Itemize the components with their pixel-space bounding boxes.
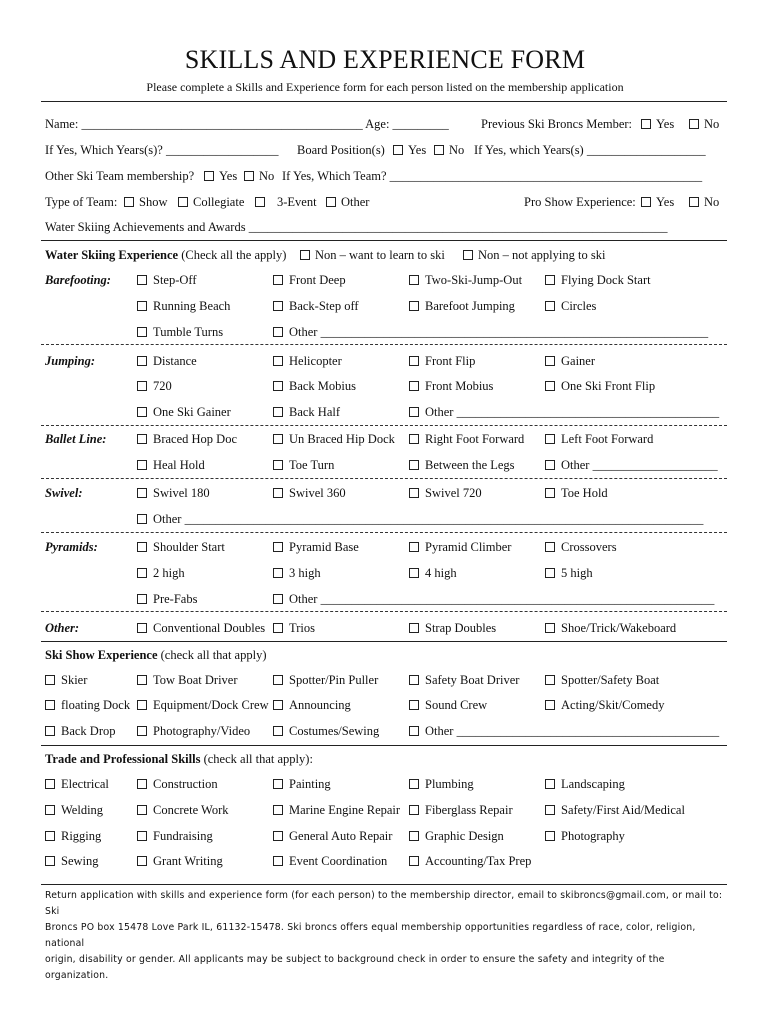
option-barefoot-other[interactable]: Other ______________________________________________________________ xyxy=(273,325,708,340)
option-shoulder-start[interactable]: Shoulder Start xyxy=(137,540,225,555)
option-skier[interactable]: Skier xyxy=(45,673,87,688)
checkbox-icon[interactable] xyxy=(409,542,419,552)
option-distance[interactable]: Distance xyxy=(137,354,197,369)
checkbox-icon[interactable] xyxy=(137,381,147,391)
checkbox-icon[interactable] xyxy=(545,805,555,815)
pro-show-label: Pro Show Experience: xyxy=(524,195,636,209)
checkbox-icon[interactable] xyxy=(545,779,555,789)
option-event-coordination[interactable]: Event Coordination xyxy=(273,854,387,869)
team-show[interactable]: Show xyxy=(124,195,167,210)
prev-member-label: Previous Ski Broncs Member: xyxy=(481,117,633,131)
checkbox-icon[interactable] xyxy=(137,407,147,417)
option-circles[interactable]: Circles xyxy=(545,299,596,314)
option-4-high[interactable]: 4 high xyxy=(409,566,457,581)
prev-member-no[interactable]: No xyxy=(689,117,719,132)
checkbox-icon[interactable] xyxy=(45,700,55,710)
checkbox-icon[interactable] xyxy=(137,805,147,815)
board-label: Board Position(s) xyxy=(297,143,385,157)
checkbox-icon[interactable] xyxy=(641,119,651,129)
dashed-divider xyxy=(41,478,727,479)
option-back-mobius[interactable]: Back Mobius xyxy=(273,379,356,394)
team-3event[interactable]: 3-Event xyxy=(255,195,317,210)
option-sound-crew[interactable]: Sound Crew xyxy=(409,698,487,713)
checkbox-icon[interactable] xyxy=(204,171,214,181)
which-team-line[interactable]: If Yes, Which Team? __________________________________________________ xyxy=(282,169,703,183)
checkbox-icon[interactable] xyxy=(545,434,555,444)
checkbox-icon[interactable] xyxy=(545,301,555,311)
option-rigging[interactable]: Rigging xyxy=(45,829,101,844)
divider xyxy=(41,641,727,642)
option-fiberglass-repair[interactable]: Fiberglass Repair xyxy=(409,803,513,818)
option-swivel-other[interactable]: Other ___________________________________________________________________________________ xyxy=(137,512,703,527)
checkbox-icon[interactable] xyxy=(545,623,555,633)
board-years-line[interactable]: If Yes, which Years(s) ___________________ xyxy=(474,143,706,157)
option-painting[interactable]: Painting xyxy=(273,777,331,792)
other-team-no[interactable]: No xyxy=(244,169,274,184)
option-pyramid-climber[interactable]: Pyramid Climber xyxy=(409,540,511,555)
option-acting-skit-comedy[interactable]: Acting/Skit/Comedy xyxy=(545,698,664,713)
option-safety-first-aid[interactable]: Safety/First Aid/Medical xyxy=(545,803,685,818)
option-720[interactable]: 720 xyxy=(137,379,172,394)
option-ballet-other[interactable]: Other ____________________ xyxy=(545,458,718,473)
other-team-yes[interactable]: Yes xyxy=(204,169,237,184)
checkbox-icon[interactable] xyxy=(137,700,147,710)
option-toe-hold[interactable]: Toe Hold xyxy=(545,486,608,501)
option-front-mobius[interactable]: Front Mobius xyxy=(409,379,493,394)
dashed-divider xyxy=(41,344,727,345)
option-construction[interactable]: Construction xyxy=(137,777,218,792)
dashed-divider xyxy=(41,425,727,426)
checkbox-icon[interactable] xyxy=(641,197,651,207)
checkbox-icon[interactable] xyxy=(409,434,419,444)
checkbox-icon[interactable] xyxy=(45,856,55,866)
option-jumping-other[interactable]: Other __________________________________________ xyxy=(409,405,719,420)
checkbox-icon[interactable] xyxy=(137,327,147,337)
checkbox-icon[interactable] xyxy=(45,726,55,736)
checkbox-icon[interactable] xyxy=(545,488,555,498)
checkbox-icon[interactable] xyxy=(545,356,555,366)
option-flying-dock-start[interactable]: Flying Dock Start xyxy=(545,273,651,288)
checkbox-icon[interactable] xyxy=(45,831,55,841)
water-skiing-heading: Water Skiing Experience (Check all the apply) xyxy=(45,248,287,262)
option-swivel-720[interactable]: Swivel 720 xyxy=(409,486,482,501)
option-gainer[interactable]: Gainer xyxy=(545,354,595,369)
checkbox-icon[interactable] xyxy=(137,434,147,444)
checkbox-icon[interactable] xyxy=(45,805,55,815)
option-plumbing[interactable]: Plumbing xyxy=(409,777,474,792)
checkbox-icon[interactable] xyxy=(137,675,147,685)
checkbox-icon[interactable] xyxy=(137,856,147,866)
checkbox-icon[interactable] xyxy=(463,250,473,260)
option-unbraced-hip-dock[interactable]: Un Braced Hip Dock xyxy=(273,432,395,447)
checkbox-icon[interactable] xyxy=(434,145,444,155)
checkbox-icon[interactable] xyxy=(273,805,283,815)
checkbox-icon[interactable] xyxy=(409,805,419,815)
option-trios[interactable]: Trios xyxy=(273,621,315,636)
checkbox-icon[interactable] xyxy=(137,275,147,285)
option-braced-hop-doc[interactable]: Braced Hop Doc xyxy=(137,432,237,447)
option-welding[interactable]: Welding xyxy=(45,803,103,818)
checkbox-icon[interactable] xyxy=(124,197,134,207)
option-costumes-sewing[interactable]: Costumes/Sewing xyxy=(273,724,379,739)
footer-line: Return application with skills and experience form (for each person) to the membership director, email to skibroncs@gmail.com, or mail to: Ski xyxy=(45,890,723,917)
checkbox-icon[interactable] xyxy=(409,460,419,470)
form-title: SKILLS AND EXPERIENCE FORM xyxy=(184,45,586,74)
option-toe-turn[interactable]: Toe Turn xyxy=(273,458,334,473)
checkbox-icon[interactable] xyxy=(273,831,283,841)
checkbox-icon[interactable] xyxy=(273,675,283,685)
option-pyramids-other[interactable]: Other _______________________________________________________________ xyxy=(273,592,714,607)
checkbox-icon[interactable] xyxy=(545,381,555,391)
checkbox-icon[interactable] xyxy=(545,675,555,685)
checkbox-icon[interactable] xyxy=(300,250,310,260)
checkbox-icon[interactable] xyxy=(545,542,555,552)
option-pre-fabs[interactable]: Pre-Fabs xyxy=(137,592,197,607)
option-landscaping[interactable]: Landscaping xyxy=(545,777,625,792)
checkbox-icon[interactable] xyxy=(137,726,147,736)
option-grant-writing[interactable]: Grant Writing xyxy=(137,854,223,869)
checkbox-icon[interactable] xyxy=(545,700,555,710)
board-no[interactable]: No xyxy=(434,143,464,158)
option-announcing[interactable]: Announcing xyxy=(273,698,351,713)
checkbox-icon[interactable] xyxy=(255,197,265,207)
checkbox-icon[interactable] xyxy=(45,779,55,789)
checkbox-icon[interactable] xyxy=(273,856,283,866)
non-not-applying-option[interactable]: Non – not applying to ski xyxy=(463,248,605,263)
option-running-beach[interactable]: Running Beach xyxy=(137,299,230,314)
checkbox-icon[interactable] xyxy=(137,831,147,841)
option-floating-dock[interactable]: floating Dock xyxy=(45,698,130,713)
category-swivel: Swivel: xyxy=(45,486,83,500)
option-graphic-design[interactable]: Graphic Design xyxy=(409,829,504,844)
checkbox-icon[interactable] xyxy=(45,675,55,685)
achievements-line[interactable]: Water Skiing Achievements and Awards ___________________________________________________________________ xyxy=(45,220,668,234)
checkbox-icon[interactable] xyxy=(273,381,283,391)
checkbox-icon[interactable] xyxy=(273,460,283,470)
checkbox-icon[interactable] xyxy=(273,275,283,285)
checkbox-icon[interactable] xyxy=(409,831,419,841)
option-swivel-180[interactable]: Swivel 180 xyxy=(137,486,210,501)
option-2-high[interactable]: 2 high xyxy=(137,566,185,581)
checkbox-icon[interactable] xyxy=(409,700,419,710)
checkbox-icon[interactable] xyxy=(137,594,147,604)
checkbox-icon[interactable] xyxy=(409,381,419,391)
checkbox-icon[interactable] xyxy=(137,542,147,552)
category-ballet-line: Ballet Line: xyxy=(45,432,107,446)
checkbox-icon[interactable] xyxy=(326,197,336,207)
option-photography-video[interactable]: Photography/Video xyxy=(137,724,250,739)
option-safety-boat-driver[interactable]: Safety Boat Driver xyxy=(409,673,519,688)
checkbox-icon[interactable] xyxy=(409,675,419,685)
checkbox-icon[interactable] xyxy=(689,197,699,207)
dashed-divider xyxy=(41,611,727,612)
checkbox-icon[interactable] xyxy=(689,119,699,129)
option-front-flip[interactable]: Front Flip xyxy=(409,354,475,369)
checkbox-icon[interactable] xyxy=(273,301,283,311)
type-team-label: Type of Team: xyxy=(45,195,118,209)
footer-note xyxy=(45,888,725,984)
option-helicopter[interactable]: Helicopter xyxy=(273,354,342,369)
board-yes[interactable]: Yes xyxy=(393,143,426,158)
option-spotter-pin-puller[interactable]: Spotter/Pin Puller xyxy=(273,673,378,688)
checkbox-icon[interactable] xyxy=(393,145,403,155)
checkbox-icon[interactable] xyxy=(137,301,147,311)
option-crossovers[interactable]: Crossovers xyxy=(545,540,617,555)
checkbox-icon[interactable] xyxy=(545,568,555,578)
option-accounting-tax-prep[interactable]: Accounting/Tax Prep xyxy=(409,854,531,869)
option-5-high[interactable]: 5 high xyxy=(545,566,593,581)
other-team-label: Other Ski Team membership? xyxy=(45,169,195,183)
checkbox-icon[interactable] xyxy=(244,171,254,181)
option-general-auto-repair[interactable]: General Auto Repair xyxy=(273,829,392,844)
option-strap-doubles[interactable]: Strap Doubles xyxy=(409,621,496,636)
form-subtitle: Please complete a Skills and Experience form for each person listed on the membership application xyxy=(146,80,624,94)
checkbox-icon[interactable] xyxy=(273,327,283,337)
option-right-foot-forward[interactable]: Right Foot Forward xyxy=(409,432,524,447)
checkbox-icon[interactable] xyxy=(409,407,419,417)
which-years-line[interactable]: If Yes, Which Years(s)? __________________ xyxy=(45,143,279,157)
team-collegiate[interactable]: Collegiate xyxy=(178,195,244,210)
checkbox-icon[interactable] xyxy=(178,197,188,207)
option-swivel-360[interactable]: Swivel 360 xyxy=(273,486,346,501)
option-step-off[interactable]: Step-Off xyxy=(137,273,197,288)
option-two-ski-jump-out[interactable]: Two-Ski-Jump-Out xyxy=(409,273,522,288)
option-3-high[interactable]: 3 high xyxy=(273,566,321,581)
option-show-other[interactable]: Other __________________________________________ xyxy=(409,724,719,739)
option-barefoot-jumping[interactable]: Barefoot Jumping xyxy=(409,299,515,314)
checkbox-icon[interactable] xyxy=(273,542,283,552)
checkbox-icon[interactable] xyxy=(409,623,419,633)
checkbox-icon[interactable] xyxy=(545,275,555,285)
option-one-ski-front-flip[interactable]: One Ski Front Flip xyxy=(545,379,655,394)
option-photography[interactable]: Photography xyxy=(545,829,625,844)
checkbox-icon[interactable] xyxy=(409,726,419,736)
checkbox-icon[interactable] xyxy=(273,623,283,633)
checkbox-icon[interactable] xyxy=(273,726,283,736)
checkbox-icon[interactable] xyxy=(137,488,147,498)
checkbox-icon[interactable] xyxy=(273,356,283,366)
checkbox-icon[interactable] xyxy=(137,356,147,366)
checkbox-icon[interactable] xyxy=(137,779,147,789)
checkbox-icon[interactable] xyxy=(409,568,419,578)
divider xyxy=(41,240,727,241)
footer-line: Broncs PO box 15478 Love Park IL, 61132-15478. Ski broncs offers equal membership opportunities regardless of race, color, religion, national xyxy=(45,922,696,949)
checkbox-icon[interactable] xyxy=(273,594,283,604)
option-equipment-dock-crew[interactable]: Equipment/Dock Crew xyxy=(137,698,269,713)
category-pyramids: Pyramids: xyxy=(45,540,98,554)
non-learn-option[interactable]: Non – want to learn to ski xyxy=(300,248,445,263)
checkbox-icon[interactable] xyxy=(137,460,147,470)
option-sewing[interactable]: Sewing xyxy=(45,854,99,869)
checkbox-icon[interactable] xyxy=(409,856,419,866)
category-barefooting: Barefooting: xyxy=(45,273,111,287)
checkbox-icon[interactable] xyxy=(409,301,419,311)
footer-divider xyxy=(41,884,727,885)
trade-heading: Trade and Professional Skills (check all that apply): xyxy=(45,752,313,766)
checkbox-icon[interactable] xyxy=(137,568,147,578)
option-fundraising[interactable]: Fundraising xyxy=(137,829,213,844)
checkbox-icon[interactable] xyxy=(137,514,147,524)
option-marine-engine-repair[interactable]: Marine Engine Repair xyxy=(273,803,400,818)
checkbox-icon[interactable] xyxy=(409,488,419,498)
dashed-divider xyxy=(41,532,727,533)
checkbox-icon[interactable] xyxy=(273,434,283,444)
top-divider xyxy=(41,101,727,102)
option-back-step-off[interactable]: Back-Step off xyxy=(273,299,359,314)
pro-show-yes[interactable]: Yes xyxy=(641,195,674,210)
option-back-half[interactable]: Back Half xyxy=(273,405,340,420)
option-one-ski-gainer[interactable]: One Ski Gainer xyxy=(137,405,231,420)
checkbox-icon[interactable] xyxy=(409,275,419,285)
category-other: Other: xyxy=(45,621,80,635)
option-pyramid-base[interactable]: Pyramid Base xyxy=(273,540,359,555)
checkbox-icon[interactable] xyxy=(273,700,283,710)
option-back-drop[interactable]: Back Drop xyxy=(45,724,116,739)
divider xyxy=(41,745,727,746)
footer-line: origin, disability or gender. All applicants may be subject to background check in order to ensure the safety and integrity of the organization. xyxy=(45,954,665,981)
checkbox-icon[interactable] xyxy=(273,779,283,789)
ski-show-heading: Ski Show Experience (check all that apply) xyxy=(45,648,267,662)
checkbox-icon[interactable] xyxy=(545,460,555,470)
checkbox-icon[interactable] xyxy=(273,488,283,498)
team-other[interactable]: Other xyxy=(326,195,369,210)
prev-member-yes[interactable]: Yes xyxy=(641,117,674,132)
option-tow-boat-driver[interactable]: Tow Boat Driver xyxy=(137,673,238,688)
checkbox-icon[interactable] xyxy=(273,407,283,417)
category-jumping: Jumping: xyxy=(45,354,96,368)
option-electrical[interactable]: Electrical xyxy=(45,777,109,792)
checkbox-icon[interactable] xyxy=(545,831,555,841)
option-shoe-trick-wakeboard[interactable]: Shoe/Trick/Wakeboard xyxy=(545,621,676,636)
option-between-legs[interactable]: Between the Legs xyxy=(409,458,515,473)
checkbox-icon[interactable] xyxy=(137,623,147,633)
name-age-line[interactable]: Name: _____________________________________________ Age: _________ xyxy=(45,117,449,131)
option-concrete-work[interactable]: Concrete Work xyxy=(137,803,228,818)
checkbox-icon[interactable] xyxy=(409,779,419,789)
checkbox-icon[interactable] xyxy=(409,356,419,366)
option-spotter-safety-boat[interactable]: Spotter/Safety Boat xyxy=(545,673,659,688)
option-tumble-turns[interactable]: Tumble Turns xyxy=(137,325,223,340)
checkbox-icon[interactable] xyxy=(273,568,283,578)
option-conventional-doubles[interactable]: Conventional Doubles xyxy=(137,621,265,636)
option-front-deep[interactable]: Front Deep xyxy=(273,273,346,288)
option-left-foot-forward[interactable]: Left Foot Forward xyxy=(545,432,653,447)
option-heal-hold[interactable]: Heal Hold xyxy=(137,458,205,473)
pro-show-no[interactable]: No xyxy=(689,195,719,210)
